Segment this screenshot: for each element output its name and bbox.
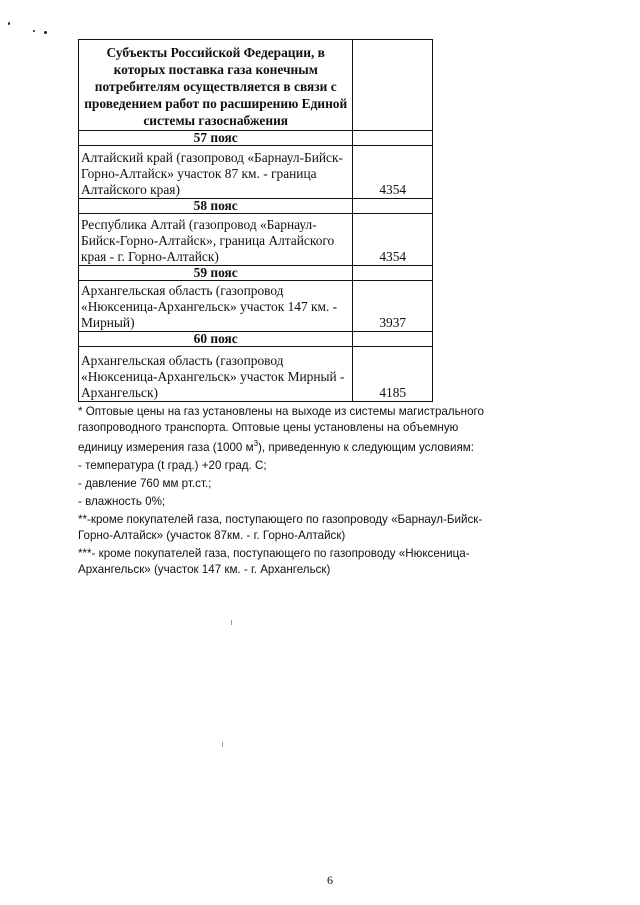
page-number: 6 xyxy=(327,873,333,887)
zone-label: 58 пояс xyxy=(79,199,353,214)
region-cell: Алтайский край (газопровод «Барнаул-Бийск-Горно-Алтайск» участок 87 км. - граница Алтайского края) xyxy=(79,146,353,199)
header-cell: Субъекты Российской Федерации, в которых поставка газа конечным потребителям осуществляется в связи с проведением работ по расширению Единой системы газоснабжения xyxy=(79,40,353,131)
zone-row xyxy=(79,266,433,281)
condition-pressure: - давление 760 мм рт.ст.; xyxy=(78,476,212,490)
scan-speck xyxy=(44,31,47,34)
region-cell: Архангельская область (газопровод «Нюксеница-Архангельск» участок 147 км. - Мирный) xyxy=(79,281,353,332)
zone-row xyxy=(79,199,433,214)
price-cell: 4185 xyxy=(353,347,433,402)
footnote-wholesale-suffix: ), приведенную к следующим условиям: xyxy=(258,440,474,454)
footnote-wholesale-text: * Оптовые цены на газ установлены на выходе из системы магистрального газопроводного транспорта. Оптовые цены установлены на объемную единицу измерения газа (1000 м xyxy=(78,405,484,454)
table-row xyxy=(79,347,433,402)
zone-label: 59 пояс xyxy=(79,266,353,281)
footnote-nyuksenitsa: ***- кроме покупателей газа, поступающего по газопроводу «Нюксеница-Архангельск» (участок 147 км. - г. Архангельск) xyxy=(78,546,470,576)
condition-humidity: - влажность 0%; xyxy=(78,494,166,508)
table-row xyxy=(79,281,433,332)
zone-label: 60 пояс xyxy=(79,332,353,347)
cubic-superscript: 3 xyxy=(253,439,259,448)
scan-speck xyxy=(33,30,35,32)
table-header-row xyxy=(79,40,433,131)
price-cell: 3937 xyxy=(353,281,433,332)
footnotes xyxy=(78,404,498,580)
condition-temperature: - температура (t град.) +20 град. С; xyxy=(78,458,267,472)
price-cell: 4354 xyxy=(353,146,433,199)
footnote-barnaul: **-кроме покупателей газа, поступающего по газопроводу «Барнаул-Бийск-Горно-Алтайск» (участок 87км. - г. Горно-Алтайск) xyxy=(78,512,483,542)
zone-label: 57 пояс xyxy=(79,131,353,146)
region-cell: Республика Алтай (газопровод «Барнаул-Бийск-Горно-Алтайск», граница Алтайского края - г. Горно-Алтайск) xyxy=(79,214,353,266)
zone-row xyxy=(79,332,433,347)
scan-mark xyxy=(222,742,223,747)
zone-row xyxy=(79,131,433,146)
scan-speck xyxy=(8,22,10,25)
header-price-cell xyxy=(353,40,433,131)
table-row xyxy=(79,146,433,199)
scan-mark xyxy=(231,620,232,625)
footnote-wholesale xyxy=(78,404,498,456)
price-cell: 4354 xyxy=(353,214,433,266)
gas-price-table xyxy=(78,39,433,402)
region-cell: Архангельская область (газопровод «Нюксеница-Архангельск» участок Мирный - Архангельск) xyxy=(79,347,353,402)
table-row xyxy=(79,214,433,266)
